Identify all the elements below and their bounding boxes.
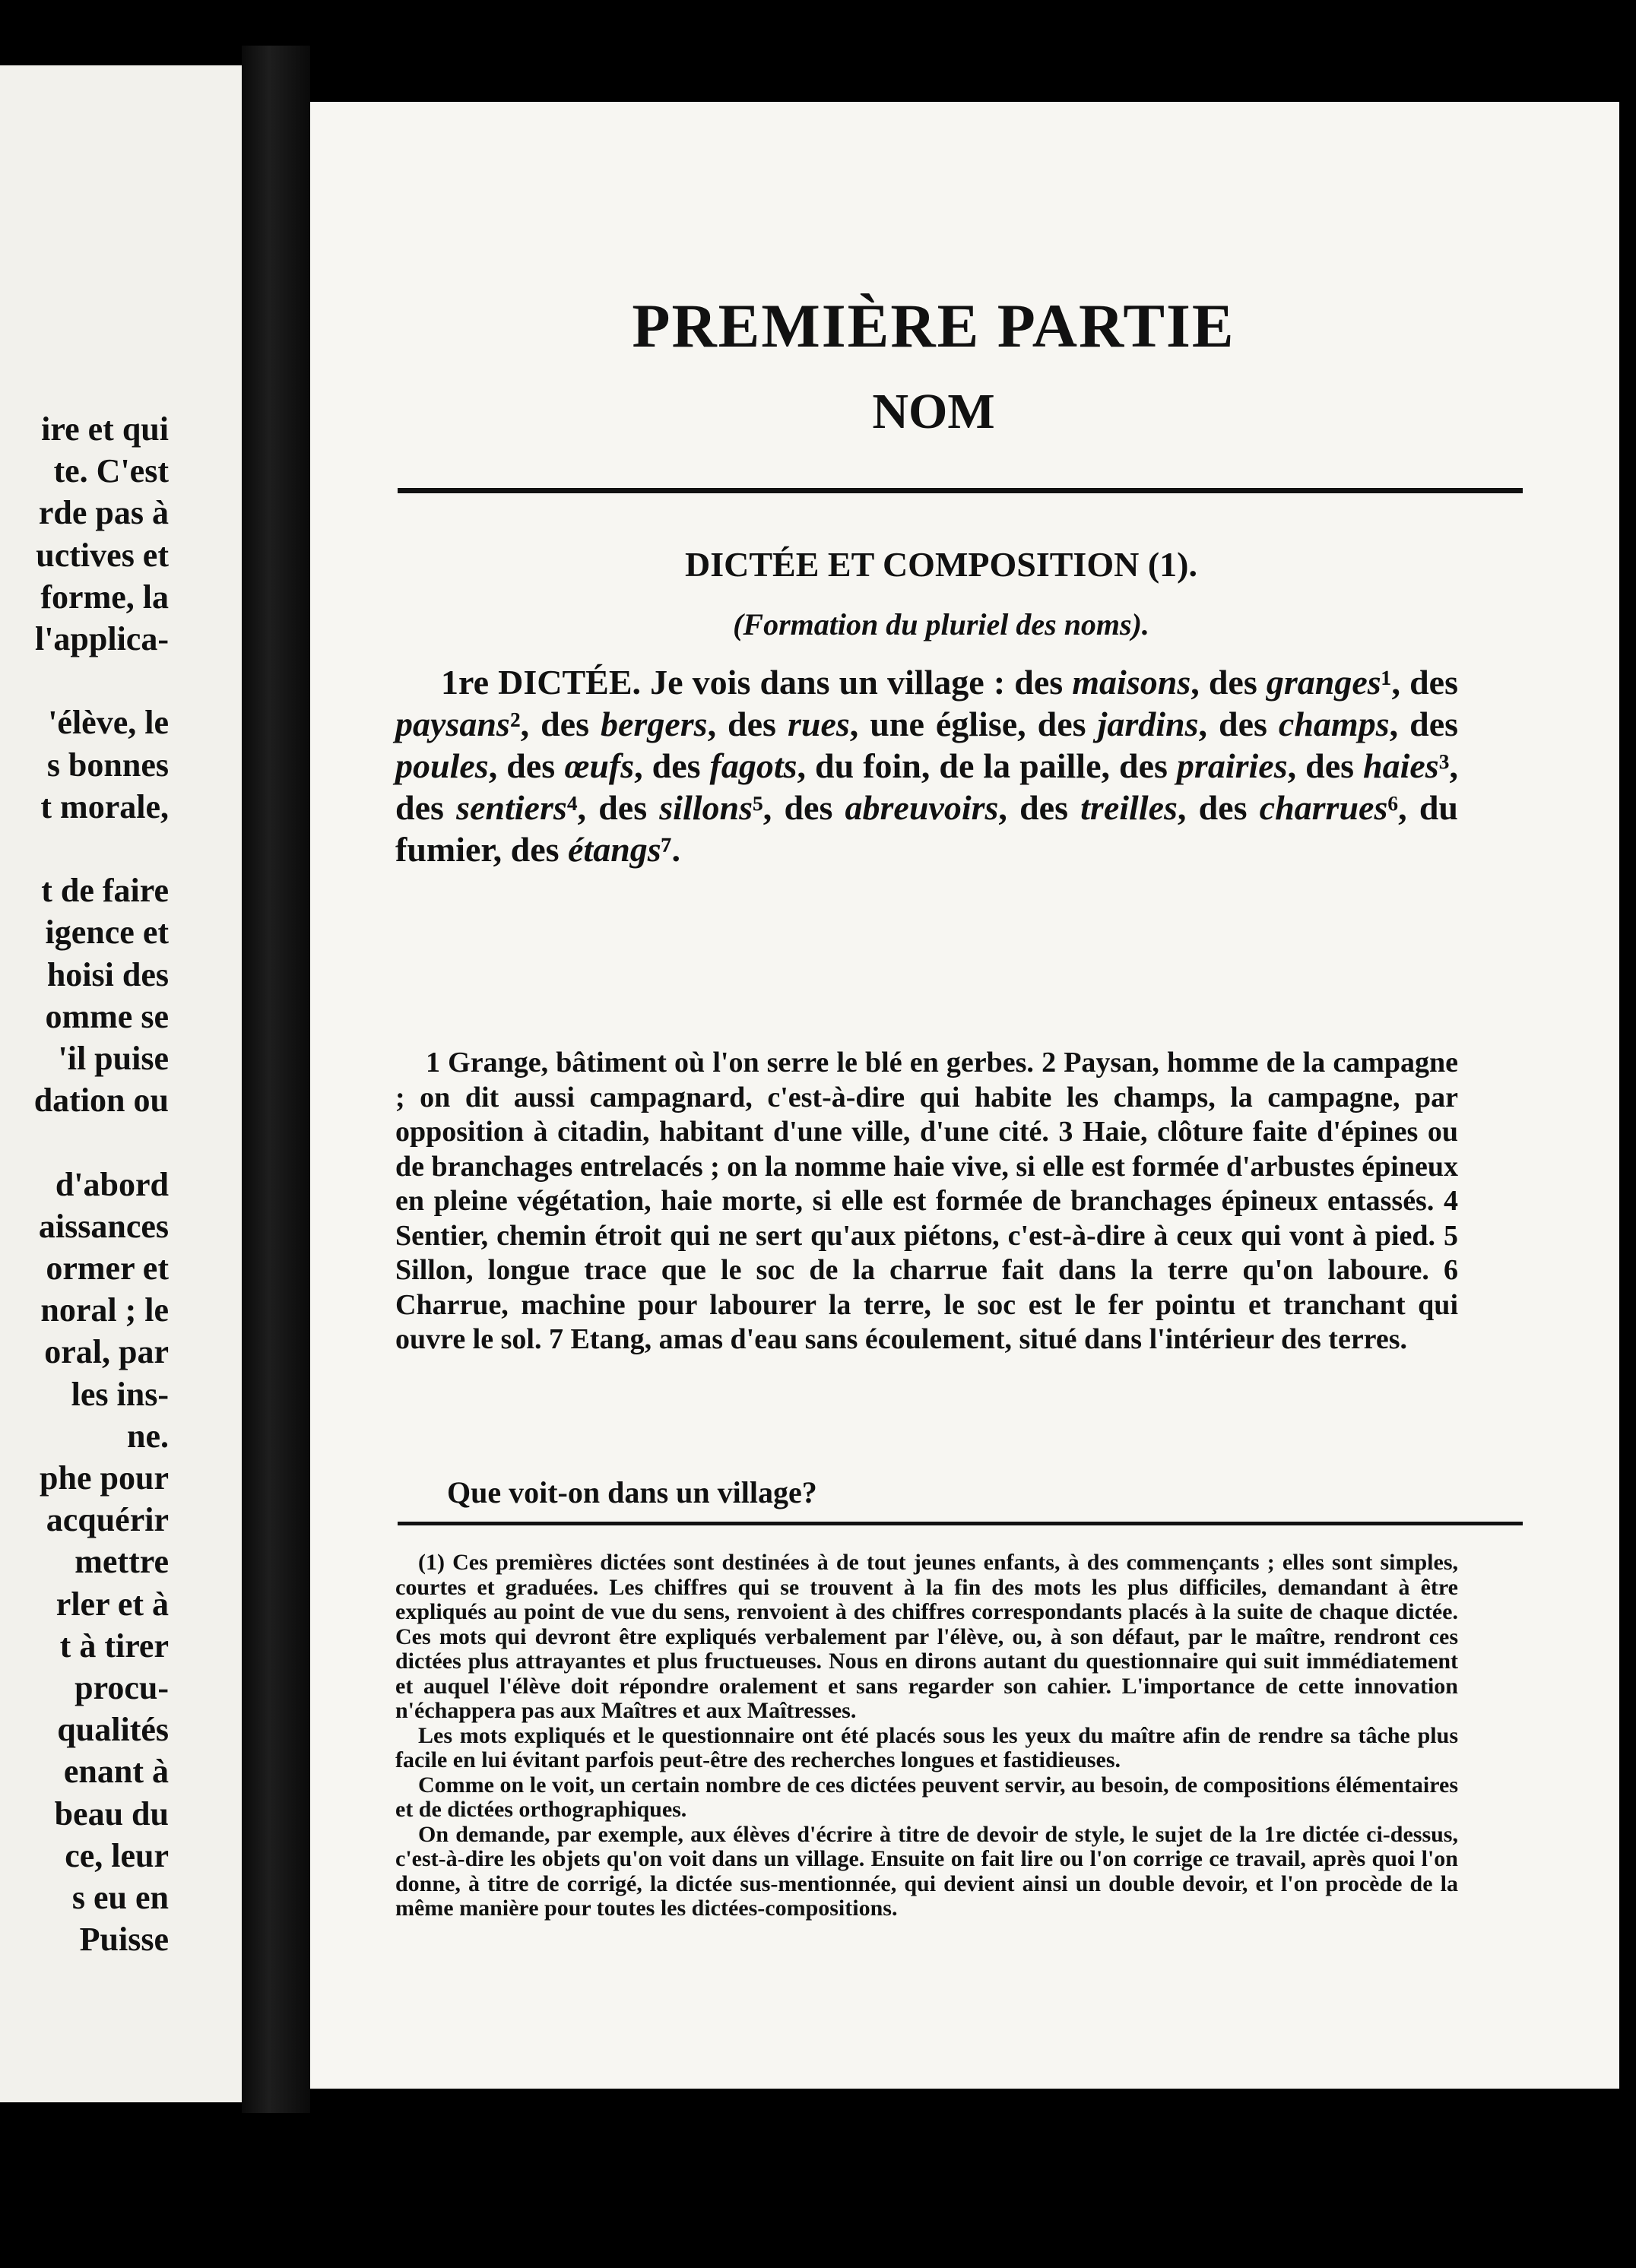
facing-page-line: uctives et — [36, 536, 169, 574]
book-spine — [242, 46, 310, 2113]
facing-page-line: phe pour — [40, 1459, 169, 1497]
text-run: , des — [1287, 746, 1364, 785]
facing-page-line: ormer et — [46, 1250, 169, 1287]
text-run: , des — [634, 746, 710, 785]
vocabulary-notes: 1 Grange, bâtiment où l'on serre le blé en gerbes. 2 Paysan, homme de la campagne ; on dit aussi campagnard, c'est-à-dire qui habite les champs, la campagne, par opposition à citadin, habitant d'une ville, d'une cité. 3 Haie, clôture faite d'épines ou de branchages entrelacés ; on la nomme haie vive, si elle est formée d'arbustes épineux en pleine végétation, haie morte, si elle est formée de branchages épineux entassés. 4 Sentier, chemin étroit qui ne sert qu'aux piétons, c'est-à-dire à ceux qui vont à pied. 5 Sillon, longue trace que le soc de la charrue fait dans la terre qu'on laboure. 6 Charrue, machine pour labourer la terre, le soc est le fer pointu et tranchant qui ouvre le sol. 7 Etang, amas d'eau sans écoulement, situé dans l'intérieur des terres. — [395, 1047, 1458, 1355]
facing-page — [0, 65, 242, 2102]
facing-page-line: dation ou — [33, 1082, 169, 1120]
text-run: , des — [1389, 705, 1459, 743]
questionnaire: Que voit-on dans un village? — [447, 1475, 817, 1509]
italic-word: paysans — [395, 705, 510, 743]
italic-word: prairies — [1176, 746, 1288, 785]
book-page — [310, 102, 1619, 2089]
text-run: ⁵, des — [753, 788, 845, 827]
text-run: ², des — [509, 705, 601, 743]
facing-page-line: enant à — [63, 1753, 169, 1791]
text-run: ¹, des — [1381, 663, 1458, 702]
text-run: ⁷. — [661, 830, 680, 869]
italic-word: sillons — [659, 788, 753, 827]
facing-page-line: igence et — [45, 914, 169, 952]
facing-page-line: d'abord — [55, 1165, 169, 1203]
facing-page-line: l'applica- — [34, 620, 169, 657]
text-run: ³, des — [395, 746, 1458, 827]
text-run: ⁴, des — [566, 788, 660, 827]
text-run: , des — [488, 746, 565, 785]
italic-word: fagots — [709, 746, 797, 785]
page-subtitle: NOM — [872, 384, 995, 439]
facing-page-line: mettre — [75, 1543, 169, 1581]
text-run: , des — [1191, 663, 1267, 702]
italic-word: haies — [1363, 746, 1439, 785]
facing-page-line: beau du — [54, 1794, 169, 1832]
italic-word: poules — [395, 746, 489, 785]
italic-word: maisons — [1072, 663, 1191, 702]
dictation-label: 1re DICTÉE. — [441, 663, 642, 702]
facing-page-line: ne. — [127, 1417, 169, 1455]
footnote-paragraph: Les mots expliqués et le questionnaire ont été placés sous les yeux du maître afin de rendre sa tâche plus facile en lui évitant parfois peut-être des recherches longues et fastidieuses. — [395, 1722, 1458, 1772]
italic-word: champs — [1278, 705, 1390, 743]
italic-word: abreuvoirs — [845, 788, 999, 827]
facing-page-line: oral, par — [44, 1333, 169, 1371]
facing-page-line: 'il puise — [58, 1040, 169, 1077]
footnote-paragraph: On demande, par exemple, aux élèves d'écrire à titre de devoir de style, le sujet de la 1re dictée ci-dessus, c'est-à-dire les objets qu'on voit dans un village. Ensuite on fait lire ou l'on corrige ce travail, après quoi l'on donne, à titre de corrigé, la dictée sus-mentionnée, qui devient ainsi un double devoir, et l'on procède de la même manière pour toutes les dictées-compositions. — [395, 1821, 1458, 1921]
text-run: , des — [1198, 705, 1279, 743]
footnote-paragraph: Comme on le voit, un certain nombre de ces dictées peuvent servir, au besoin, de compositions élémentaires et de dictées orthographiques. — [395, 1772, 1458, 1822]
facing-page-line: les ins- — [71, 1375, 169, 1413]
italic-word: sentiers — [456, 788, 567, 827]
facing-page-line: t morale, — [40, 787, 169, 825]
italic-word: étangs — [568, 830, 661, 869]
facing-page-line: aissances — [38, 1207, 169, 1245]
text-run: ⁶, du fumier, des — [395, 788, 1458, 869]
facing-page-line: s bonnes — [46, 746, 169, 784]
italic-word: bergers — [601, 705, 708, 743]
italic-word: charrues — [1259, 788, 1388, 827]
facing-page-line: s eu en — [71, 1879, 169, 1916]
italic-word: treilles — [1080, 788, 1178, 827]
top-rule — [398, 488, 1523, 493]
text-run: , des — [998, 788, 1081, 827]
facing-page-line: te. C'est — [53, 452, 169, 490]
text-run: , des — [1177, 788, 1260, 827]
dictation-text — [395, 661, 1458, 870]
facing-page-line: forme, la — [40, 578, 169, 616]
facing-page-line: omme se — [45, 997, 169, 1035]
italic-word: jardins — [1097, 705, 1199, 743]
text-run: , du foin, de la paille, des — [797, 746, 1177, 785]
text-run: Je vois dans un village : des — [641, 663, 1073, 702]
facing-page-line: rler et à — [55, 1585, 169, 1623]
facing-page-line: ire et qui — [41, 410, 169, 448]
italic-word: granges — [1266, 663, 1381, 702]
facing-page-line: acquérir — [46, 1501, 169, 1539]
italic-word: rues — [787, 705, 850, 743]
text-run: , des — [707, 705, 788, 743]
footnote-rule — [398, 1522, 1523, 1525]
facing-page-line: ce, leur — [65, 1836, 169, 1874]
facing-page-line: hoisi des — [46, 955, 169, 993]
facing-page-line: 'élève, le — [48, 704, 169, 742]
section-heading: DICTÉE ET COMPOSITION (1). — [685, 545, 1197, 584]
page-title: PREMIÈRE PARTIE — [632, 291, 1235, 360]
facing-page-line: t de faire — [41, 872, 169, 910]
facing-page-line: procu- — [75, 1669, 169, 1706]
facing-page-line: Puisse — [79, 1921, 169, 1959]
facing-page-line: noral ; le — [40, 1291, 169, 1329]
facing-page-line: qualités — [57, 1711, 169, 1749]
italic-word: œufs — [564, 746, 635, 785]
section-note: (Formation du pluriel des noms). — [733, 607, 1149, 641]
footnote-paragraph: (1) Ces premières dictées sont destinées à de tout jeunes enfants, à des commençants ; elles sont simples, courtes et graduées. Les chiffres qui se trouvent à la fin des mots les plus difficiles, demandant à être expliqués au point de vue du sens, renvoient à des chiffres correspondants placés à la suite de chaque dictée. Ces mots qui devront être expliqués verbalement par l'élève, ou, à son défaut, par le maître, rendront ces dictées plus attrayantes et plus fructueuses. Nous en dirons autant du questionnaire qui suit immédiatement et auquel l'élève doit répondre oralement et sans regarder son cahier. L'importance de cette innovation n'échappera pas aux Maîtres et aux Maîtresses. — [395, 1550, 1458, 1723]
footnote — [395, 1551, 1458, 1921]
facing-page-line: t à tirer — [59, 1627, 169, 1665]
text-run: , une église, des — [849, 705, 1098, 743]
facing-page-line: rde pas à — [38, 494, 169, 532]
